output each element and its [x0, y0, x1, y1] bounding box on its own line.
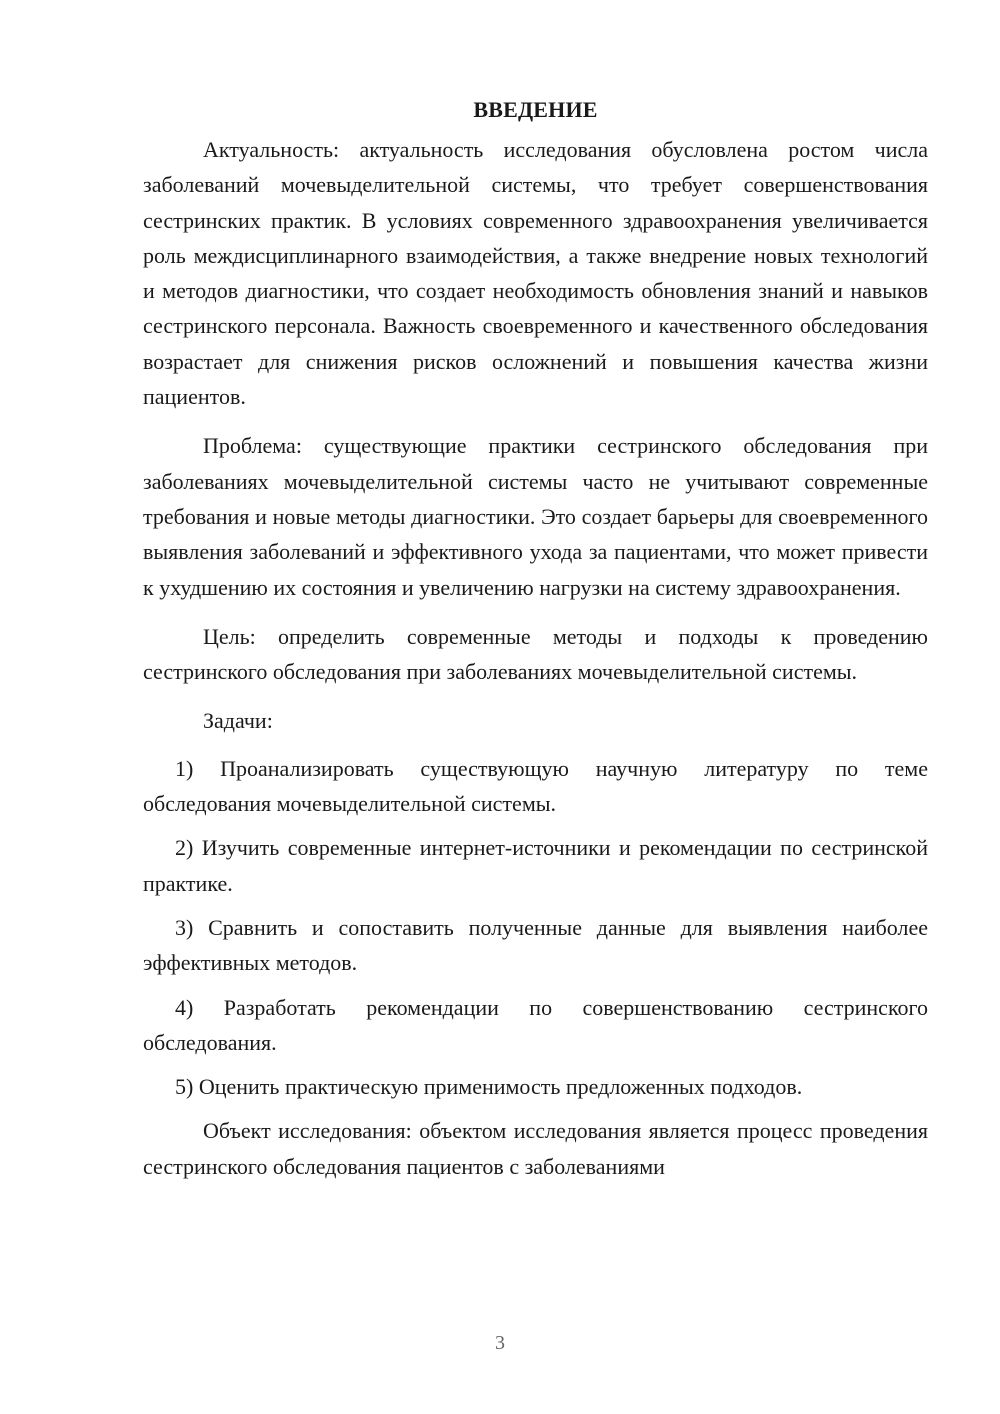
task-item-2: 2) Изучить современные интернет-источники и рекомендации по сестринской практике.: [143, 835, 928, 896]
section-heading: ВВЕДЕНИЕ: [473, 97, 598, 122]
tasks-label: Задачи:: [203, 708, 273, 734]
problem-paragraph: Проблема: существующие практики сестринского обследования при заболеваниях мочевыделительной системы часто не учитывают современные требования и новые методы диагностики. Это создает барьеры для своевременного выявления заболеваний и эффективного ухода за пациентами, что может привести к ухудшению их состояния и увеличению нагрузки на систему здравоохранения.: [143, 433, 928, 600]
task-item-5: 5) Оценить практическую применимость предложенных подходов.: [175, 1074, 803, 1100]
task-item-4: 4) Разработать рекомендации по совершенствованию сестринского обследования.: [143, 994, 928, 1055]
task-item-1: 1) Проанализировать существующую научную литературу по теме обследования мочевыделительной системы.: [143, 755, 928, 817]
goal-paragraph: Цель: определить современные методы и подходы к проведению сестринского обследования при заболеваниях мочевыделительной системы.: [143, 623, 928, 685]
object-paragraph: Объект исследования: объектом исследования является процесс проведения сестринского обследования пациентов с заболеваниями: [143, 1118, 928, 1179]
document-page: [143, 92, 928, 1198]
relevance-paragraph: Актуальность: актуальность исследования обусловлена ростом числа заболеваний мочевыделительной системы, что требует совершенствования сестринских практик. В условиях современного здравоохранения увеличивается роль междисциплинарного взаимодействия, а также внедрение новых технологий и методов диагностики, что создает необходимость обновления знаний и навыков сестринского персонала. Важность своевременного и качественного обследования возрастает для снижения рисков осложнений и повышения качества жизни пациентов.: [143, 137, 928, 410]
page-number: 3: [495, 1332, 505, 1354]
task-item-3: 3) Сравнить и сопоставить полученные данные для выявления наиболее эффективных методов.: [143, 914, 928, 976]
